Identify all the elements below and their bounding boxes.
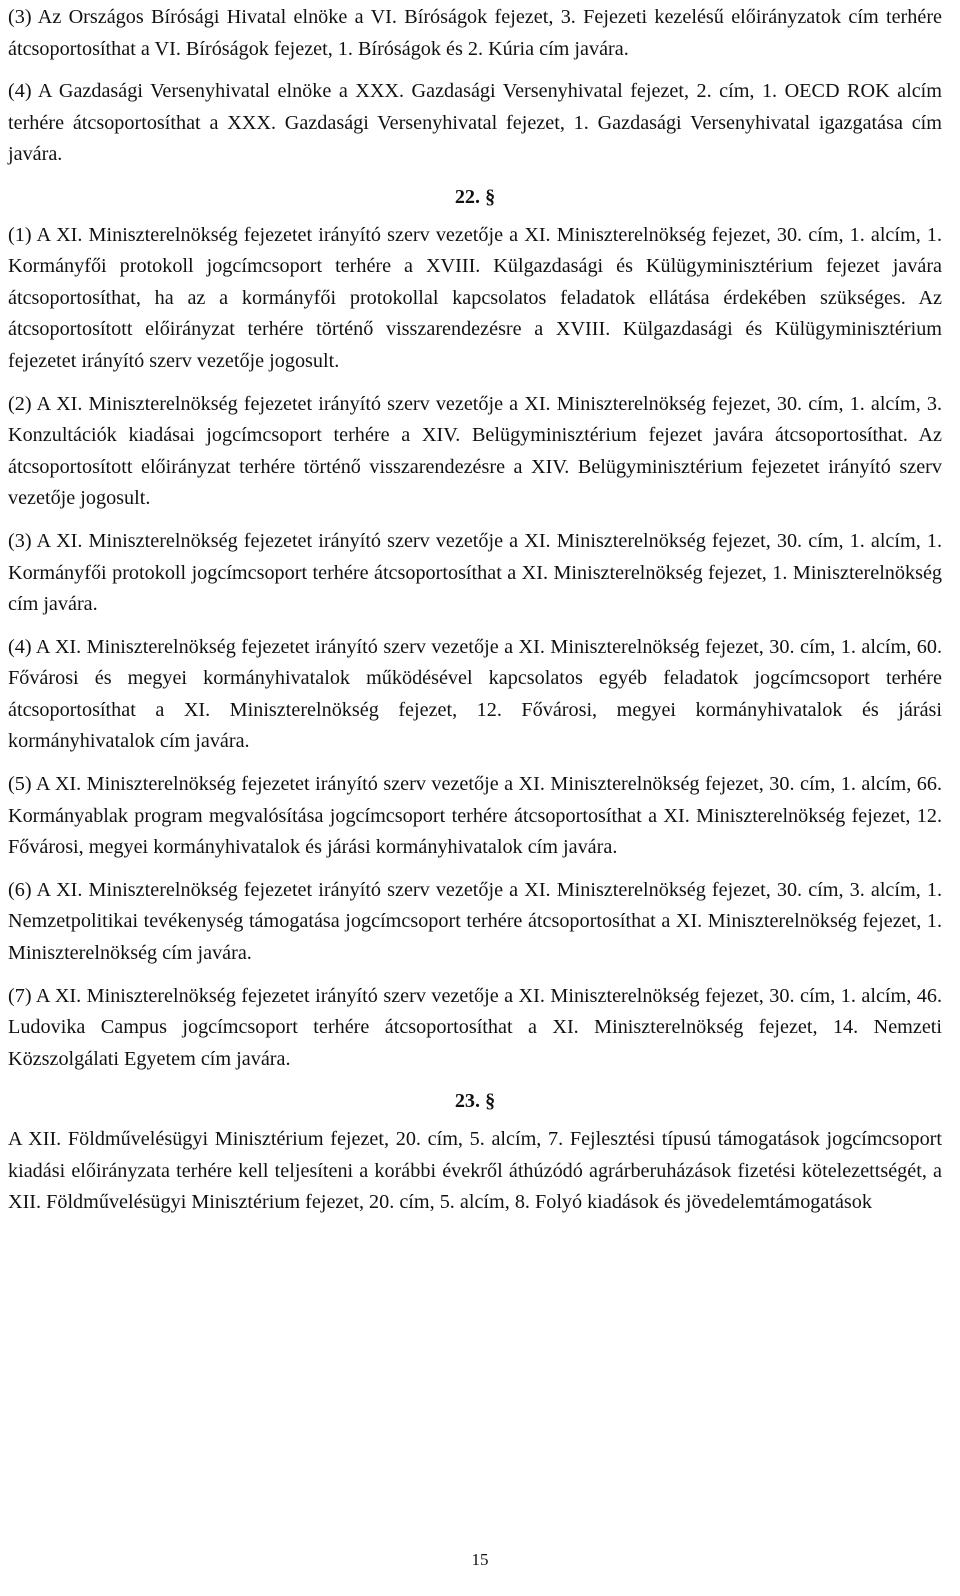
paragraph-21-4: (4) A Gazdasági Versenyhivatal elnöke a XXX. Gazdasági Versenyhivatal fejezet, 2. cím, 1. OECD ROK alcím terhére átcsoportosíthat a XXX. Gazdasági Versenyhivatal fejezet, 1. Gazdasági Versenyhivatal igazgatása cím javára.: [8, 80, 942, 166]
document-page: [8, 2, 942, 1219]
section-heading-23: 23. §: [454, 1090, 496, 1113]
section-heading-22: 22. §: [454, 185, 496, 208]
paragraph-22-3: (3) A XI. Miniszterelnökség fejezetet irányító szerv vezetője a XI. Miniszterelnökség fejezet, 30. cím, 1. alcím, 1. Kormányfői protokoll jogcímcsoport terhére átcsoportosíthat a XI. Miniszterelnökség fejezet, 1. Miniszterelnökség cím javára.: [8, 529, 942, 616]
paragraph-22-1: (1) A XI. Miniszterelnökség fejezetet irányító szerv vezetője a XI. Miniszterelnökség fejezet, 30. cím, 1. alcím, 1. Kormányfői protokoll jogcímcsoport terhére a XVIII. Külgazdasági és Külügyminisztérium fejezet javára átcsoportosíthat, ha az a kormányfői protokollal kapcsolatos feladatok ellátása érdekében szükséges. Az átcsoportosított előirányzat terhére történő visszarendezésre a XVIII. Külgazdasági és Külügyminisztérium fejezetet irányító szerv vezetője jogosult.: [8, 223, 942, 372]
page-number: 15: [471, 1550, 489, 1569]
paragraph-21-3: (3) Az Országos Bírósági Hivatal elnöke a VI. Bíróságok fejezet, 3. Fejezeti kezelésű előirányzatok cím terhére átcsoportosíthat a VI. Bíróságok fejezet, 1. Bíróságok és 2. Kúria cím javára.: [8, 6, 942, 60]
paragraph-22-2: (2) A XI. Miniszterelnökség fejezetet irányító szerv vezetője a XI. Miniszterelnökség fejezet, 30. cím, 1. alcím, 3. Konzultációk kiadásai jogcímcsoport terhére a XIV. Belügyminisztérium fejezet javára átcsoportosíthat. Az átcsoportosított előirányzat terhére történő visszarendezésre a XIV. Belügyminisztérium fejezetet irányító szerv vezetője jogosult.: [8, 392, 942, 510]
paragraph-22-5: (5) A XI. Miniszterelnökség fejezetet irányító szerv vezetője a XI. Miniszterelnökség fejezet, 30. cím, 1. alcím, 66. Kormányablak program megvalósítása jogcímcsoport terhére átcsoportosíthat a XI. Miniszterelnökség fejezet, 12. Fővárosi, megyei kormányhivatalok és járási kormányhivatalok cím javára.: [8, 773, 942, 859]
paragraph-22-4: (4) A XI. Miniszterelnökség fejezetet irányító szerv vezetője a XI. Miniszterelnökség fejezet, 30. cím, 1. alcím, 60. Fővárosi és megyei kormányhivatalok működésével kapcsolatos egyéb feladatok jogcímcsoport terhére átcsoportosíthat a XI. Miniszterelnökség fejezet, 12. Fővárosi, megyei kormányhivatalok és járási kormányhivatalok cím javára.: [8, 635, 942, 753]
paragraph-22-6: (6) A XI. Miniszterelnökség fejezetet irányító szerv vezetője a XI. Miniszterelnökség fejezet, 30. cím, 3. alcím, 1. Nemzetpolitikai tevékenység támogatása jogcímcsoport terhére átcsoportosíthat a XI. Miniszterelnökség fejezet, 1. Miniszterelnökség cím javára.: [8, 878, 942, 965]
paragraph-22-7: (7) A XI. Miniszterelnökség fejezetet irányító szerv vezetője a XI. Miniszterelnökség fejezet, 30. cím, 1. alcím, 46. Ludovika Campus jogcímcsoport terhére átcsoportosíthat a XI. Miniszterelnökség fejezet, 14. Nemzeti Közszolgálati Egyetem cím javára.: [8, 984, 942, 1070]
paragraph-23: A XII. Földművelésügyi Minisztérium fejezet, 20. cím, 5. alcím, 7. Fejlesztési típusú támogatások jogcímcsoport kiadási előirányzata terhére kell teljesíteni a korábbi évekről áthúzódó agrárberuházások fizetési kötelezettségét, a XII. Földművelésügyi Minisztérium fejezet, 20. cím, 5. alcím, 8. Folyó kiadások és jövedelemtámogatások: [8, 1128, 942, 1214]
